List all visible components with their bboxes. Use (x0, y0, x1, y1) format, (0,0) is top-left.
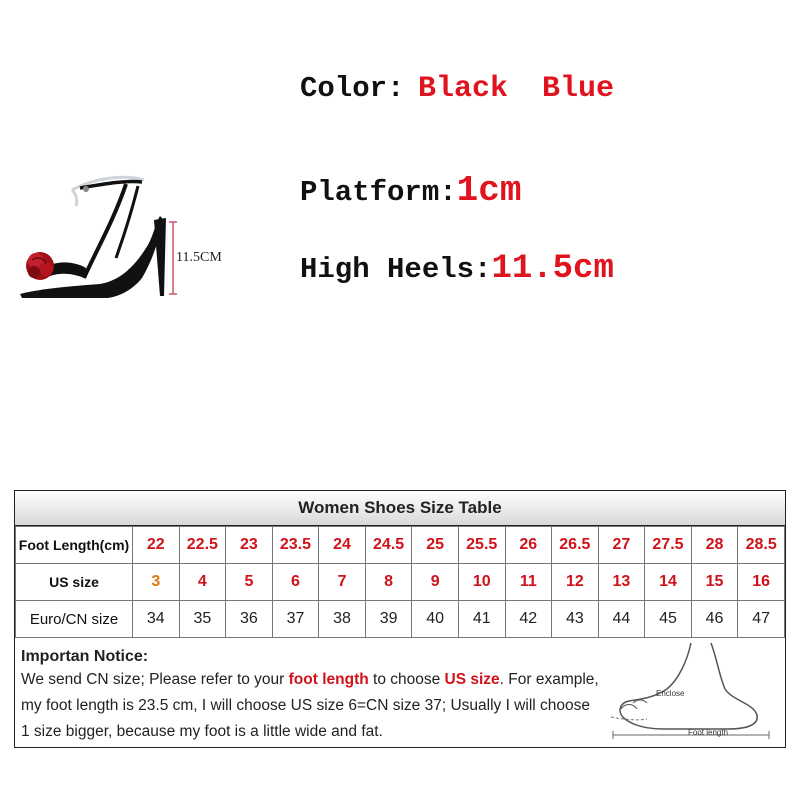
us-size-highlight: US size (444, 671, 500, 688)
table-cell: 15 (691, 564, 738, 601)
color-spec (300, 72, 614, 106)
table-cell: 8 (365, 564, 412, 601)
table-cell: 35 (179, 601, 226, 638)
table-cell: 37 (272, 601, 319, 638)
color-label: Color: (300, 72, 405, 105)
table-cell: 26.5 (552, 527, 599, 564)
heels-value: 11.5cm (491, 250, 614, 288)
table-cell: 7 (319, 564, 366, 601)
notice-line-3: 1 size bigger, because my foot is a little wide and fat. (21, 723, 383, 740)
sandal-product-image (14, 160, 194, 305)
heels-label: High Heels: (300, 253, 492, 286)
table-cell: 14 (645, 564, 692, 601)
table-cell: 16 (738, 564, 785, 601)
table-cell: 34 (133, 601, 180, 638)
table-cell: 5 (226, 564, 273, 601)
table-cell: 27 (598, 527, 645, 564)
table-cell: 36 (226, 601, 273, 638)
table-cell: 4 (179, 564, 226, 601)
platform-spec (300, 170, 521, 211)
table-cell: 28 (691, 527, 738, 564)
table-cell: 26 (505, 527, 552, 564)
table-cell: 39 (365, 601, 412, 638)
platform-value: 1cm (456, 170, 522, 211)
row-label-euro-cn-size: Euro/CN size (16, 601, 133, 638)
color-value-black: Black (418, 72, 509, 106)
notice-line-2: my foot length is 23.5 cm, I will choose US size 6=CN size 37; Usually I will choose (21, 697, 590, 714)
size-grid (15, 526, 785, 638)
table-cell: 25.5 (458, 527, 505, 564)
table-cell: 42 (505, 601, 552, 638)
notice-text: to choose (368, 671, 445, 688)
table-cell: 46 (691, 601, 738, 638)
table-cell: 22.5 (179, 527, 226, 564)
notice-text: We send CN size; Please refer to your (21, 671, 289, 688)
table-cell: 23 (226, 527, 273, 564)
rose-decoration-icon (26, 252, 54, 280)
table-cell: 27.5 (645, 527, 692, 564)
row-label-foot-length: Foot Length(cm) (16, 527, 133, 564)
table-cell: 45 (645, 601, 692, 638)
table-cell: 47 (738, 601, 785, 638)
table-cell: 41 (458, 601, 505, 638)
table-cell: 22 (133, 527, 180, 564)
table-cell: 3 (133, 564, 180, 601)
table-cell: 6 (272, 564, 319, 601)
table-cell: 11 (505, 564, 552, 601)
table-cell: 13 (598, 564, 645, 601)
table-row (16, 601, 785, 638)
notice-line-1 (21, 667, 615, 693)
size-table-title: Women Shoes Size Table (15, 491, 785, 526)
table-cell: 44 (598, 601, 645, 638)
row-label-us-size: US size (16, 564, 133, 601)
table-row (16, 527, 785, 564)
color-value-blue: Blue (542, 72, 615, 106)
table-cell: 10 (458, 564, 505, 601)
heels-spec (300, 250, 614, 288)
important-notice (15, 641, 615, 745)
table-cell: 23.5 (272, 527, 319, 564)
table-cell: 12 (552, 564, 599, 601)
table-cell: 9 (412, 564, 459, 601)
heel-height-label: 11.5CM (176, 250, 222, 265)
size-table (14, 490, 786, 748)
table-row (16, 564, 785, 601)
table-cell: 28.5 (738, 527, 785, 564)
notice-text: . For example, (499, 671, 599, 688)
notice-title (21, 647, 615, 667)
enclose-label: Enclose (656, 689, 685, 698)
table-cell: 24.5 (365, 527, 412, 564)
foot-length-label: Foot length (688, 728, 729, 737)
table-cell: 24 (319, 527, 366, 564)
platform-label: Platform: (300, 176, 457, 209)
table-cell: 40 (412, 601, 459, 638)
table-cell: 25 (412, 527, 459, 564)
table-cell: 38 (319, 601, 366, 638)
table-cell: 43 (552, 601, 599, 638)
notice-title-b: Notice: (89, 648, 149, 665)
foot-length-highlight: foot length (288, 671, 369, 688)
notice-title-a: Importan (21, 648, 90, 665)
